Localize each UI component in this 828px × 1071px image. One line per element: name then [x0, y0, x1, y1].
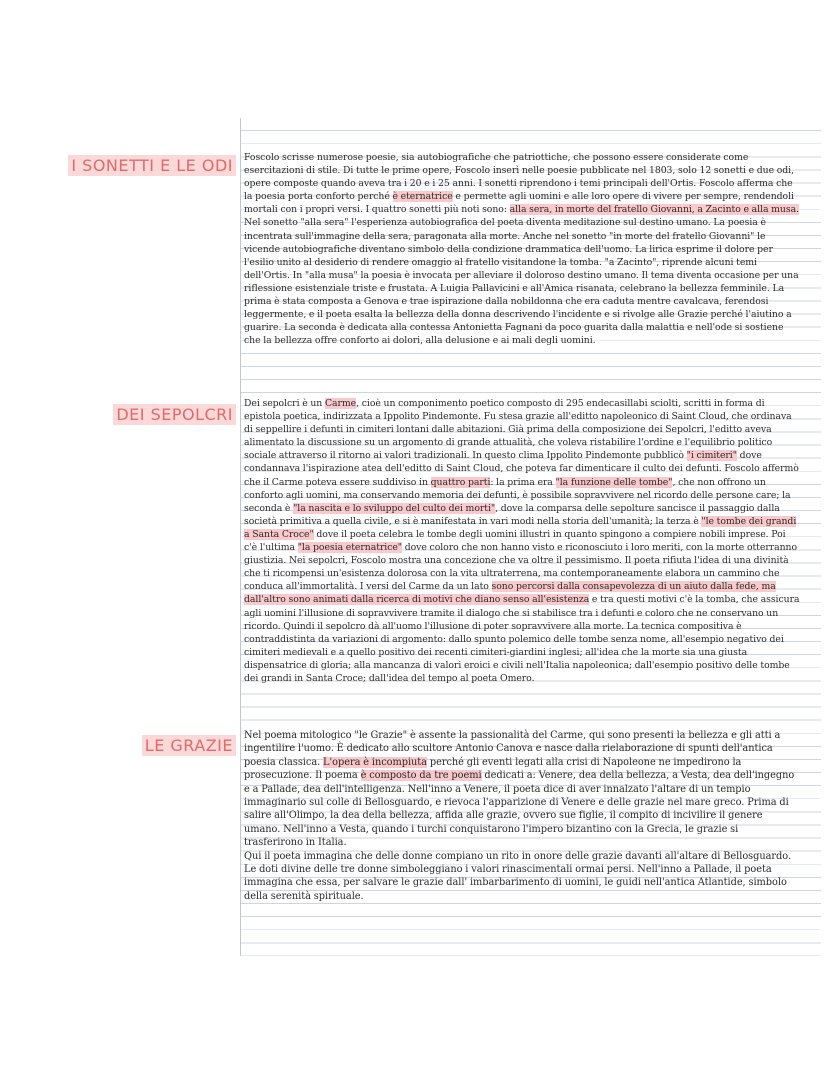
text-run: : la prima era [490, 476, 556, 488]
section-title-sonetti: I SONETTI E LE ODI [68, 155, 236, 176]
highlight: "la nascita e lo sviluppo del culto dei morti" [293, 502, 496, 514]
section-body-sonetti [244, 151, 800, 347]
highlight: quattro parti [430, 476, 491, 488]
highlight: sono percorsi dalla consapevolezza di un aiuto dalla fede, ma dall'altro sono animati dalla ricerca di motivi che diano senso all'esistenza [244, 581, 776, 606]
text-run: dove condannava l'ispirazione atea dell'editto di Saint Cloud, che poteva far dimenticare il culto dei defunti. Foscolo affermò che il Carme poteva essere suddiviso in [244, 450, 799, 488]
text-run: , cioè un componimento poetico composto di 295 endecasillabi sciolti, scritti in forma di epistola poetica, indirizzata a Ippolito Pindemonte. Fu stesa grazie all'editto napoleonico di Saint Cloud, che ordinava di seppellire i defunti in cimiteri lontani dalle abitazioni. Già prima della composizione dei Sepolcri, l'editto aveva alimentato la discussione su un argomento di grande attualità, che voleva ristabilire l'ordine e l'equilibrio politico sociale attraverso il ritorno ai valori tradizionali. In questo clima Ippolito Pindemonte pubblicò [244, 398, 792, 462]
text-run: dove il poeta celebra le tombe degli uomini illustri in quanto spingono a compiere nobili imprese. Poi c'è l'ultima [244, 528, 786, 554]
section-title-sepolcri: DEI SEPOLCRI [113, 404, 236, 425]
text-run: , dove la comparsa delle sepolture sancisce il passaggio dalla società primitiva a quella civile, e si è manifestata in vari modi nella storia dell'umanità; la terza è [244, 502, 780, 527]
highlight: "la poesia eternatrice" [297, 542, 403, 554]
highlight: L'opera è incompiuta [323, 756, 427, 768]
text-run: dedicati a: Venere, dea della bellezza, a Vesta, dea dell'ingegno e a Pallade, dea dell'intelligenza. Nell'inno a Venere, il poeta dice di aver innalzato l'altare di un tempio immaginario sul colle di Bellosguardo, e rievoca l'apparizione di Venere e delle grazie nel mare greco. Prima di salire all'Olimpo, la dea della bellezza, affida alle grazie, ovvero sue figlie, il compito di incivilire il genere umano. Nell'inno a Vesta, quando i turchi conquistarono l'impero bizantino con la Grecia, le grazie si trasferirono in Italia. [244, 770, 795, 849]
section-body-sepolcri [244, 397, 800, 685]
highlight: "le tombe dei grandi a Santa Croce" [244, 515, 797, 540]
text-run: Nel poema mitologico "le Grazie" è assente la passionalità del Carme, qui sono presenti la bellezza e gli atti a ingentilire l'uomo. È dedicato allo scultore Antonio Canova e nasce dalla rielaborazione di spunti dell'antica poesia classica. [244, 730, 781, 768]
text-run: , che non offrono un conforto agli uomini, ma conservando memoria dei defunti, è possibile sopravvivere nel ricordo delle persone care; la seconda è [244, 476, 791, 514]
highlight: alla sera, in morte del fratello Giovanni, a Zacinto e alla musa. [509, 204, 799, 216]
text-run: Qui il poeta immagina che delle donne compiano un rito in onore delle grazie davanti all'altare di Bellosguardo. Le doti divine delle tre donne simboleggiano i valori rinascimentali ormai persi. Nell'inno a Pallade, il poeta immagina che essa, per salvare le grazie dall' imbarbarimento di uomini, le guidi nell'antica Atlantide, simbolo della serenità spirituale. [244, 850, 792, 902]
section-title-grazie: LE GRAZIE [142, 735, 236, 756]
section-body-grazie [244, 729, 800, 903]
text-run: dove coloro che non hanno visto e riconosciuto i loro meriti, con la morte otterranno giustizia. Nei sepolcri, Foscolo mostra una concezione che va oltre il pessimismo. Il poeta rifiuta l'idea di una divinità che ti ricompensi un'esistenza dolorosa con la vita ultraterrena, ma contemporaneamente elabora un cammino che conduca all'immortalità. I versi del Carme da un lato [244, 542, 798, 593]
highlight: "i cimiteri" [686, 450, 737, 462]
highlight: è composto da tre poemi [360, 770, 482, 782]
text-run: Nel sonetto "alla sera" l'esperienza autobiografica del poeta diventa meditazione sul destino umano. La poesia è incentrata sull'immagine della sera, paragonata alla morte. Anche nel sonetto "in morte del fratello Giovanni" le vicende autobiografiche diventano simbolo della condizione drammatica dell'uomo. La lirica esprime il dolore per l'esilio unito al desiderio di rendere omaggio al fratello visitandone la tomba. "a Zacinto", riprende alcuni temi dell'Ortis. In "alla musa" la poesia è invocata per alleviare il doloroso destino umano. Il tema diventa occasione per una riflessione esistenziale triste e frustata. A Luigia Pallavicini e all'Amica risanata, celebrano la bellezza femminile. La prima è stata composta a Genova e trae ispirazione dalla nobildonna che era caduta mentre cavalcava, ferendosi leggermente, e il poeta esalta la bellezza della donna descrivendo l'incidente e si rivolge alle Grazie perché l'aiutino a guarire. La seconda è dedicata alla contessa Antonietta Fagnani da poco guarita dalla malattia e nell'ode si sostiene che la bellezza offre conforto ai dolori, alla delusione e ai mali degli uomini. [244, 217, 799, 347]
text-run: Dei sepolcri è un [244, 398, 325, 409]
text-run: e tra questi motivi c'è la tomba, che assicura agli uomini l'illusione di sopravvivere tramite il dialogo che si stabilisce tra i defunti e coloro che ne conservano un ricordo. Quindi il sepolcro dà all'uomo l'illusione di poter sopravvivere alla morte. La tecnica compositiva è contraddistinta da variazioni di argomento: dallo spunto polemico delle tombe senza nome, all'esempio negativo dei cimiteri medievali e a quello positivo dei recenti cimiteri-giardini inglesi; all'idea che la morte sia una giusta dispensatrice di gloria; alla mancanza di valori eroici e civili nell'Italia napoleonica; dall'esempio positivo delle tombe dei grandi in Santa Croce; dall'idea del tempo al poeta Omero. [244, 594, 800, 684]
text-run: perché gli eventi legati alla crisi di Napoleone ne impedirono la prosecuzione. Il poema [244, 756, 742, 782]
text-run: Foscolo scrisse numerose poesie, sia autobiografiche che patriottiche, che possono essere considerate come esercitazioni di stile. Di tutte le prime opere, Foscolo inserì nelle poesie pubblicate nel 1803, solo 12 sonetti e due odi, opere composte quando aveva tra i 20 e i 25 anni. I sonetti riprendono i temi principali dell'Ortis. Foscolo afferma che la poesia porta conforto perché [244, 152, 795, 203]
highlight: "la funzione delle tombe" [555, 476, 673, 488]
text-run: e permette agli uomini e alle loro opere di vivere per sempre, rendendoli mortali con i propri versi. I quattro sonetti più noti sono: [244, 191, 794, 216]
highlight: è eternatrice [392, 191, 453, 203]
highlight: Carme [324, 398, 357, 409]
